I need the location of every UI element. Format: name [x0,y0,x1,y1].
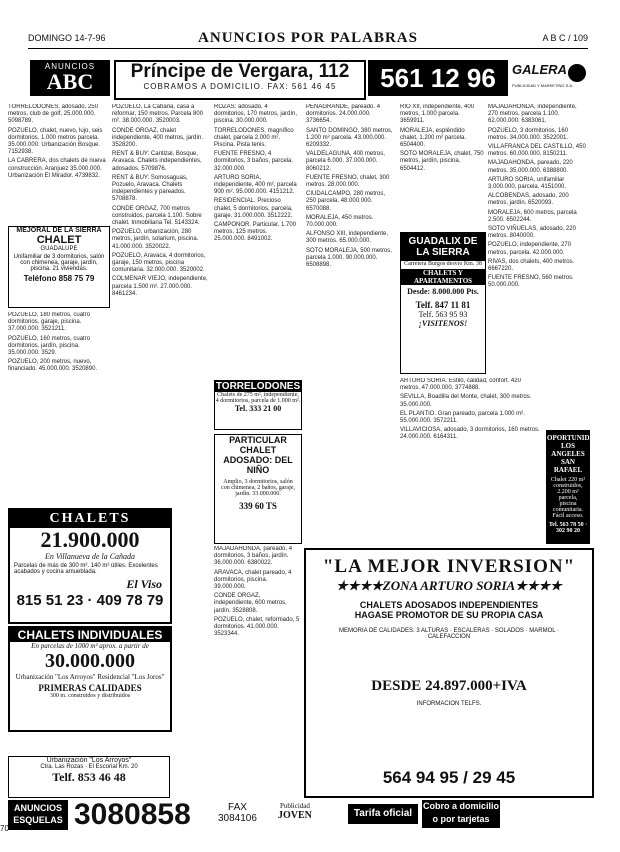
ad-mejor-phone: 564 94 95 / 29 45 [382,768,516,787]
classified-item: RIVAS, dos chalets, 400 metros. 6667220. [488,258,575,273]
ad-roz-line2: Ctra. Las Rozas · El Escorial Km. 20 [40,764,138,770]
classified-item: RENT & BUY: Somosaguas, Pozuelo, Aravaca. Chalets independientes y pareados. 5708878. [112,174,188,203]
classified-item: ARTURO SORIA, independiente, 400 m², parcela 900 m². 95.000.000. 4151212. [214,174,297,196]
page-footer [8,800,590,830]
classified-item: VILLAFRANCA DEL CASTILLO, 450 metros. 60.000.000. 8150211. [488,144,586,158]
footer-joven [278,802,312,821]
classified-item: TORRELODONES, magnífico chalet, parcela 2.000 m². Piscina. Pista tenis. [214,127,294,149]
classified-item: SOTO VIÑUELAS, adosado, 220 metros. 8040000. [488,226,576,240]
ad-indiv-calidades: PRIMERAS CALIDADES [38,683,142,693]
footer-tarifa: Tarifa oficial [348,804,418,824]
galera-logo [512,62,588,94]
header-page: A B C / 109 [542,33,588,43]
classified-item: SANTO DOMINGO, 380 metros, 1.200 m² parcela. 43.000.000. 6209332. [306,127,393,149]
column-1b [8,312,108,422]
galera-sub: PUBLICIDAD Y MARKETING S.A. [512,83,574,88]
column-4 [306,104,396,544]
classified-item: CIUDALCAMPO, 280 metros, 250 parcela. 48.000.000. 6570088. [306,191,386,212]
ad-particular-body: Amplio, 3 dormitorios, salón con chimenea, 2 baños, garaje, jardín. 33.000.000. [221,479,295,497]
ad-mejor-promo: HAGASE PROMOTOR DE SU PROPIA CASA [354,610,544,620]
ad-chalets-title: CHALETS [10,510,170,528]
ad-torrelodones-phone: Tel. 333 21 00 [234,404,282,413]
ad-oportunidad-phone: Tel. 563 78 50 · 302 90 20 [548,522,588,534]
ad-guadalix-title: GUADALIX DE LA SIERRA [401,233,485,261]
ad-guadalix-visit: ¡VISITENOS! [418,319,468,328]
ad-chalets-villanueva [8,508,172,624]
ad-roz-phone: Telf. 853 46 48 [52,770,126,784]
footer-phone: 3080858 [74,798,191,831]
ad-mejor-price: DESDE 24.897.000+IVA [371,678,527,694]
ad-sierra-body: Unifamiliar de 3 dormitorios, salón con chimenea, garaje, jardín, piscina. 21 viviendas. [13,254,105,272]
banner-logo [30,60,110,96]
classified-item: ARTURO SORIA, unifamiliar 3.000.000, parcela. 4151000. [488,176,567,191]
ad-indiv-title: CHALETS INDIVIDUALES [10,628,170,642]
classified-item: ARTURO SORIA. Estilo, calidad, confort. 420 metros. 47.000.000. 3774888. [400,378,521,392]
classified-item: SOTO MORALEJA, 500 metros, parcela 1.000. 90.000.000. 6508898. [306,247,392,269]
classified-item: MAJADAHONDA, pareado, 4 dormitorios, 3 baños, jardín. 36.000.000. 6380022. [214,546,293,567]
ad-torrelodones-title: TORRELODONES [215,381,301,392]
ad-mejor-info: INFORMACION TELFS. [416,701,482,707]
ad-particular [214,434,302,544]
page-header [28,30,588,49]
classified-item: MAJADAHONDA, pareado, 220 metros. 35.000.000. 6388800. [488,160,573,174]
banner-logo-big: ABC [46,69,94,94]
ad-guadalix [400,232,486,374]
column-3b [214,546,300,746]
ad-la-mejor-inversion [304,548,594,798]
ad-mejor-features: MEMORIA DE CALIDADES: 3 ALTURAS · ESCALERAS · SOLADOS · MARMOL · CALEFACCION [338,628,560,640]
column-5 [400,104,484,228]
classified-item: POZUELO, chalet, reformado, 5 dormitorios. 41.000.000. 3523344. [214,616,300,638]
classified-item: CONDE ORGAZ, independiente, 600 metros, jardín. 3528808. [214,593,287,614]
classified-item: CONDE ORGAZ, chalet independiente, 400 metros, jardín. 3528200. [112,127,204,149]
classified-item: RESIDENCIAL. Precioso chalet, 5 dormitorios, parcela, garaje. 31.000.000. 3512222. [214,198,293,219]
ad-mejor-zona: ★★★★ZONA ARTURO SORIA★★★★ [336,578,562,593]
footer-fax-label: FAX [228,802,247,813]
classified-item: MORALEJA, 450 metros. 70.000.000. [306,214,374,229]
classified-item: VALDELAGUNA, 400 metros, parcela 6.000. 37.000.000. 8060212. [306,151,385,172]
ad-los-arroyos [8,756,170,798]
footer-joven-label: Publicidad [279,802,310,810]
ad-sierra [8,226,110,308]
classified-item: PEÑAGRANDE, pareado. 4 dormitorios. 24.000.000. 3736654. [306,104,381,125]
classified-item: RIO XII, independiente, 400 metros, 1.000 parcela. 3659911. [400,104,475,125]
ad-guadalix-body: Carretera Burgos desvío Km. 38 [404,261,482,267]
classified-item: POZUELO, urbanización, 280 metros, jardín, solarium, piscina. 41.000.000. 3520022. [112,229,199,250]
column-3 [214,104,300,374]
classified-item: MORALEJA, espléndido chalet, 1.200 m² parcela. 6504400. [400,127,467,149]
ad-particular-title: PARTICULAR CHALET ADOSADO: DEL NIÑO [223,435,293,475]
page-number: 70 [0,824,9,833]
classified-item: ALFONSO XIII, independiente, 300 metros. 65.000.000. [306,231,389,245]
classified-item: EL PLANTIO. Gran pareado, parcela 1.000 m². 55.000.000. 3572211. [400,410,525,425]
footer-fax-number: 3084106 [218,813,257,824]
ad-chalets-brand: El Viso [126,577,162,591]
ad-chalets-loc: En Villanueva de la Cañada [44,552,136,561]
classified-item: MORALEJA, 600 metros, parcela 2.500. 6502244. [488,209,577,223]
classified-item: TORRELODONES, adosado, 250 metros, club de golf, 25.000.000. 5098789. [8,104,98,125]
footer-anuncios: ANUNCIOS ESQUELAS [8,800,68,830]
banner-logo-small: ANUNCIOS [44,62,96,71]
ad-particular-phone: 339 60 TS [239,501,277,511]
banner-address: Príncipe de Vergara, 112 [130,61,350,82]
ad-indiv-note: 300 m. construidos y distribuidos [49,693,131,699]
ad-chalets-price: 21.900.000 [40,527,140,552]
ad-sierra-title: MEJORAL DE LA SIERRA [16,227,102,234]
footer-joven-name: JOVEN [278,810,312,821]
classified-item: POZUELO, 180 metros, cuatro dormitorios, garaje, piscina. 37.000.000. 3521211. [8,312,91,333]
ad-oportunidad-body: Chalet 220 m² construidos, 2.200 m² parcela, piscina comunitaria. Fácil acceso. [550,477,586,519]
footer-fax [218,802,257,824]
classified-item: SOTO MORALEJA, chalet, 750 metros, jardín, piscina. 6504412. [400,151,484,172]
ad-guadalix-phone: Telf. 847 11 81 [415,300,471,310]
ad-guadalix-price: Desde: 8.000.000 Pts. [407,287,479,296]
classified-item: POZUELO, Aravaca, 4 dormitorios, garaje, 150 metros, piscina comunitaria. 32.000.000. 3520002. [112,252,206,274]
classified-item: VILLAVICIOSA, adosado, 3 dormitorios, 160 metros. 24.000.000. 6164311. [400,427,540,441]
classified-item: POZUELO, 200 metros, nuevo, financiado. 45.000.000. 3520890. [8,359,98,373]
ad-oportunidad [546,430,600,544]
header-date: DOMINGO 14-7-96 [28,33,106,43]
classified-item: MAJADAHONDA, independiente, 270 metros, parcela 1.100. 62.000.000. 6383061. [488,104,577,125]
ad-torrelodones-body: Chalets de 275 m², independiente, 4 dormitorios, parcela de 1.000 m². [215,392,301,404]
banner-address-box [114,60,366,100]
classified-item: COLMENAR VIEJO, independiente, parcela 1.500 m². 27.000.000. 8461234. [112,276,208,297]
classified-item: POZUELO, 3 dormitorios, 160 metros. 34.000.000. 3522001. [488,127,569,141]
classified-item: FUENTE FRESNO, 4 dormitorios, 3 baños, parcela. 32.000.000. [214,151,294,172]
ad-indiv-loc: Urbanización "Los Arroyos" Residencial "Los Joros" [15,673,165,681]
classified-item: POZUELO, La Cabaña, casa a reformar, 150 metros. Parcela 800 m². 38.000.000. 3520003. [112,104,204,125]
ad-sierra-phone: Teléfono 858 75 79 [23,274,95,283]
column-2 [112,104,210,496]
ad-sierra-sub: CHALET [36,234,82,246]
ad-oportunidad-title: OPORTUNIDAD LOS ANGELES SAN RAFAEL [547,434,600,474]
classified-item: POZUELO, independiente, 270 metros, parcela. 42.000.000. [488,242,572,256]
classified-item: CONDE ORGAZ, 700 metros construidos, parcela 1.100. Sobre chalet. Inmobiliaria Tel. 5143324. [112,205,202,227]
classified-item: CAMPONOR. Particular, 1.700 metros, 125 metros. 25.000.000. 8491002. [214,222,297,243]
ad-chalets-individuales [8,626,172,732]
ad-guadalix-alt: Telf. 563 95 93 [418,310,468,319]
classified-item: POZUELO, chalet, nuevo, lujo, seis dormitorios, 1.000 metros parcela. 35.000.000. Urbanización Bosque. 7152938. [8,127,103,156]
classified-item: FUENTE FRESNO, 560 metros. 50.000.000. [488,275,574,289]
classified-item: POZUELO, 160 metros, cuatro dormitorios, jardín, piscina. 35.000.000. 3529. [8,335,91,357]
classified-item: LA CABRERA, dos chalets de nueva construcción. Aranjuez 35.000.000. Urbanización El Mirador. 4739832. [8,158,106,179]
ad-chalets-body: Parcelas de más de 300 m². 140 m² útiles. Excelentes acabados y cocina amueblada. [14,563,158,575]
ad-indiv-price: 30.000.000 [45,650,135,672]
ad-sierra-loc: GUADALUPE [40,246,78,252]
column-1 [8,104,108,224]
ad-roz-line1: Urbanización "Los Arroyos" [46,757,132,764]
footer-cobro: Cobro a domicilio o por tarjetas [422,800,500,828]
galera-g-icon [568,64,586,82]
column-6 [488,104,588,424]
ad-guadalix-sub: CHALETS Y APARTAMENTOS [401,269,485,285]
classified-item: SEVILLA, Boadilla del Monte, chalet, 300 metros. 35.000.000. [400,394,532,408]
classified-item: FUENTE FRESNO, chalet, 300 metros. 28.000.000. [306,174,390,189]
banner-phone: 561 12 96 [368,60,508,96]
ad-mejor-title: "LA MEJOR INVERSION" [322,556,576,577]
banner-cobramos: COBRAMOS A DOMICILIO. FAX: 561 46 45 [143,82,337,91]
ad-indiv-sub: En parcelas de 1000 m² aprox. a partir de [31,642,149,650]
ad-torrelodones [214,380,302,430]
header-title: ANUNCIOS POR PALABRAS [198,30,418,46]
galera-name: GALERA [512,62,567,77]
ad-chalets-phone: 815 51 23 · 409 78 79 [16,592,164,609]
classified-item: ROZAS: adosado, 4 dormitorios, 170 metros, jardín, piscina. 30.000.000. [214,104,298,125]
classified-item: ARAVACA, chalet pareado, 4 dormitorios, piscina. 39.000.000. [214,569,292,591]
classified-item: RENT & BUY: Cantizal, Bosque, Aravaca. Chalets independientes, adosados. 5709876. [112,151,202,172]
ad-mejor-sub: CHALETS ADOSADOS INDEPENDIENTES [359,600,539,610]
classified-item: ALCOBENDAS, adosado, 200 metros, jardín. 6520093. [488,193,569,207]
